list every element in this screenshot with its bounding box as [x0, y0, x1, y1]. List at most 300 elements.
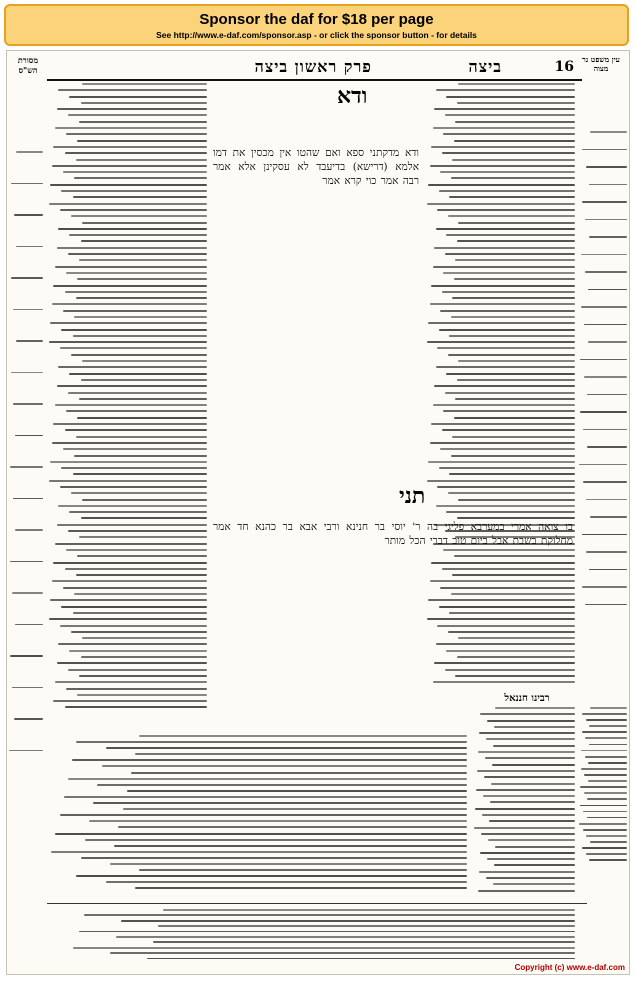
text-line [588, 341, 627, 343]
text-line [68, 253, 207, 255]
text-line [428, 184, 575, 186]
text-line [16, 246, 43, 248]
text-line [53, 700, 207, 702]
text-line [580, 411, 627, 413]
text-line [590, 707, 627, 709]
text-line [68, 778, 467, 780]
text-line [72, 759, 467, 761]
text-line [585, 219, 627, 221]
text-line [74, 316, 207, 318]
left-margin-references [9, 151, 43, 911]
text-line [446, 373, 575, 375]
text-line [431, 423, 575, 425]
text-line [73, 947, 575, 949]
text-line [589, 725, 627, 727]
text-line [457, 379, 576, 381]
text-line [50, 184, 207, 186]
text-line [85, 839, 467, 841]
text-line [16, 151, 43, 153]
text-line [439, 190, 576, 192]
text-line [69, 650, 207, 652]
text-line [584, 792, 627, 794]
text-line [590, 131, 627, 133]
text-line [81, 379, 207, 381]
text-line [110, 863, 467, 865]
text-line [588, 289, 627, 291]
text-line [493, 883, 575, 885]
left-margin-text [9, 151, 43, 911]
text-line [147, 958, 575, 960]
text-line [123, 808, 467, 810]
text-line [65, 706, 207, 708]
text-line [77, 278, 207, 280]
text-line [12, 592, 43, 594]
text-line [454, 417, 576, 419]
text-line [49, 203, 207, 205]
text-line [587, 817, 627, 819]
text-line [436, 228, 576, 230]
text-line [495, 707, 575, 709]
text-line [582, 201, 627, 203]
text-line [50, 461, 207, 463]
text-line [449, 196, 575, 198]
text-line [448, 354, 576, 356]
text-line [49, 618, 207, 620]
text-line [71, 215, 207, 217]
rabbeinu-text [473, 707, 575, 897]
text-line [583, 829, 627, 831]
text-line [77, 694, 207, 696]
text-line [584, 774, 627, 776]
text-line [79, 398, 207, 400]
text-line [71, 354, 207, 356]
tosafot-column [47, 83, 207, 723]
text-line [586, 719, 627, 721]
text-line [585, 756, 627, 758]
text-line [479, 732, 575, 734]
text-line [81, 857, 467, 859]
text-line [485, 757, 575, 759]
text-line [446, 234, 575, 236]
text-line [66, 410, 207, 412]
text-line [476, 789, 575, 791]
text-line [114, 845, 467, 847]
text-line [73, 612, 207, 614]
text-line [14, 214, 43, 216]
text-line [51, 851, 467, 853]
text-line [11, 183, 43, 185]
text-line [58, 228, 207, 230]
text-line [11, 372, 43, 374]
text-line [68, 392, 207, 394]
text-line [97, 784, 467, 786]
text-line [63, 587, 207, 589]
copyright-notice[interactable]: Copyright (c) www.e-daf.com [514, 963, 625, 972]
text-line [53, 285, 207, 287]
text-line [437, 486, 575, 488]
text-line [49, 341, 207, 343]
text-line [63, 310, 207, 312]
text-line [475, 808, 575, 810]
text-line [452, 297, 575, 299]
text-line [77, 555, 207, 557]
text-line [81, 656, 207, 658]
text-line [445, 392, 576, 394]
text-line [89, 820, 467, 822]
text-line [589, 569, 627, 571]
text-line [440, 310, 575, 312]
right-margin-lower-text [579, 707, 627, 897]
text-line [110, 952, 575, 954]
text-line [69, 511, 207, 513]
text-line [584, 324, 627, 326]
text-line [455, 398, 575, 400]
text-line [427, 341, 576, 343]
text-line [581, 306, 627, 308]
text-line [66, 133, 207, 135]
text-line [493, 745, 575, 747]
banner-subtitle: See http://www.e-daf.com/sponsor.asp - or click the sponsor button - for details [156, 30, 477, 40]
text-line [57, 247, 207, 249]
text-line [14, 718, 43, 720]
gemara-middle-word: תני [399, 483, 426, 509]
text-line [455, 259, 575, 261]
text-line [442, 152, 576, 154]
text-line [65, 152, 207, 154]
text-line [52, 165, 207, 167]
text-line [437, 209, 575, 211]
text-line [106, 881, 467, 883]
text-line [76, 297, 207, 299]
text-line [68, 530, 207, 532]
text-line [433, 266, 576, 268]
text-line [76, 875, 467, 877]
text-line [492, 764, 575, 766]
text-line [15, 529, 43, 531]
text-line [76, 436, 207, 438]
text-line [61, 190, 207, 192]
text-line [63, 448, 207, 450]
text-line [494, 726, 575, 728]
text-line [77, 417, 207, 419]
text-line [10, 466, 43, 468]
text-line [82, 222, 207, 224]
text-line [580, 786, 627, 788]
text-line [589, 859, 627, 861]
text-line [458, 83, 575, 85]
text-line [60, 486, 207, 488]
text-line [480, 713, 575, 715]
text-line [458, 360, 575, 362]
text-line [436, 505, 576, 507]
text-line [583, 811, 627, 813]
text-line [454, 140, 576, 142]
text-line [82, 83, 207, 85]
text-line [58, 89, 207, 91]
text-line [488, 839, 575, 841]
text-line [76, 159, 207, 161]
text-line [580, 359, 627, 361]
text-line [68, 114, 207, 116]
text-line [81, 517, 207, 519]
text-line [139, 735, 467, 737]
text-line [428, 461, 575, 463]
text-line [442, 429, 576, 431]
text-line [585, 604, 627, 606]
text-line [487, 858, 575, 860]
tosafot-text [47, 83, 207, 723]
text-line [586, 835, 627, 837]
text-line [61, 329, 207, 331]
text-line [439, 329, 576, 331]
text-line [81, 240, 207, 242]
text-line [586, 499, 627, 501]
text-line [430, 303, 576, 305]
text-line [153, 941, 575, 943]
text-line [60, 625, 207, 627]
text-line [58, 643, 207, 645]
text-line [13, 403, 43, 405]
text-line [65, 568, 207, 570]
text-line [74, 177, 207, 179]
text-line [61, 606, 207, 608]
lower-commentary [47, 735, 467, 897]
text-line [131, 772, 467, 774]
text-line [49, 480, 207, 482]
text-line [127, 790, 467, 792]
text-line [16, 340, 43, 342]
text-line [139, 869, 467, 871]
page-number: 16 [554, 59, 574, 75]
text-line [430, 442, 576, 444]
text-line [446, 96, 575, 98]
text-line [66, 688, 207, 690]
right-margin-text [579, 131, 627, 691]
text-line [479, 871, 575, 873]
right-margin-references [579, 131, 627, 691]
text-line [65, 429, 207, 431]
text-line [487, 720, 575, 722]
text-line [440, 448, 575, 450]
text-line [66, 549, 207, 551]
text-line [55, 127, 207, 129]
text-line [433, 404, 576, 406]
text-line [484, 776, 575, 778]
text-line [586, 551, 627, 553]
text-line [58, 366, 207, 368]
text-line [442, 291, 576, 293]
text-line [443, 272, 575, 274]
text-line [57, 385, 207, 387]
gemara-column [213, 147, 419, 527]
text-line [57, 108, 207, 110]
text-line [69, 96, 207, 98]
text-line [57, 662, 207, 664]
text-line [451, 455, 576, 457]
text-line [581, 254, 627, 256]
text-line [55, 833, 467, 835]
text-line [73, 196, 207, 198]
text-line [76, 741, 467, 743]
text-line [84, 914, 575, 916]
text-line [53, 146, 207, 148]
text-line [449, 473, 575, 475]
text-line [486, 877, 575, 879]
text-line [440, 171, 575, 173]
text-line [586, 853, 627, 855]
text-line [434, 247, 575, 249]
text-line [583, 481, 627, 483]
text-line [65, 291, 207, 293]
text-line [455, 121, 575, 123]
text-line [582, 847, 627, 849]
text-line [443, 410, 575, 412]
text-line [50, 599, 207, 601]
text-line [458, 222, 575, 224]
text-line [483, 795, 575, 797]
text-line [590, 516, 627, 518]
text-line [589, 184, 627, 186]
text-line [586, 166, 627, 168]
text-line [589, 744, 627, 746]
gemara-opening-word: ודא [337, 83, 368, 109]
text-line [582, 149, 627, 151]
text-line [50, 322, 207, 324]
sponsor-banner[interactable] [4, 4, 629, 46]
right-margin-lower [579, 707, 627, 897]
text-line [583, 429, 627, 431]
text-line [428, 322, 575, 324]
text-line [491, 783, 575, 785]
lower-commentary-text [47, 735, 467, 897]
text-line [449, 335, 575, 337]
text-line [445, 114, 576, 116]
text-line [60, 347, 207, 349]
text-line [580, 805, 627, 807]
rabbeinu-chananel-heading: רבינו חננאל [504, 693, 550, 704]
text-line [587, 446, 627, 448]
text-line [445, 253, 576, 255]
text-line [52, 303, 207, 305]
text-line [69, 234, 207, 236]
text-line [121, 920, 575, 922]
text-line [66, 272, 207, 274]
text-line [82, 360, 207, 362]
text-line [135, 887, 467, 889]
text-line [63, 171, 207, 173]
text-line [55, 266, 207, 268]
text-line [76, 574, 207, 576]
ein-mishpat-heading: עין משפט נר מצוה [582, 55, 620, 73]
text-line [451, 316, 576, 318]
text-line [79, 121, 207, 123]
gemara-column-lower [213, 521, 573, 681]
text-line [434, 108, 575, 110]
text-line [79, 675, 207, 677]
text-line [433, 681, 576, 683]
text-line [13, 309, 43, 311]
text-line [69, 373, 207, 375]
text-line [74, 455, 207, 457]
text-line [582, 731, 627, 733]
text-line [163, 909, 575, 911]
text-line [431, 146, 575, 148]
text-line [10, 561, 43, 563]
gemara-paragraph-1: ודא מדקתני ספא ואם שהטו אין מכסין את דמו אלמא (דרישא) בדיעבד לא עסקינן אלא אמר רבה אמר כוי קרא אמר [213, 147, 419, 187]
text-line [478, 890, 575, 892]
text-line [579, 464, 627, 466]
text-line [457, 240, 576, 242]
text-line [71, 492, 207, 494]
text-line [436, 366, 576, 368]
perek-name: פרק ראשון ביצה [254, 57, 372, 76]
text-line [590, 841, 627, 843]
text-line [73, 473, 207, 475]
text-line [52, 442, 207, 444]
text-line [587, 394, 627, 396]
text-line [82, 637, 207, 639]
text-line [55, 681, 207, 683]
text-line [79, 931, 575, 933]
tractate-name: ביצה [468, 57, 502, 76]
text-line [61, 467, 207, 469]
text-line [77, 140, 207, 142]
rabbeinu-chananel-column [473, 707, 575, 897]
text-line [82, 499, 207, 501]
banner-title: Sponsor the daf for $18 per page [199, 11, 434, 28]
text-line [433, 127, 576, 129]
text-line [79, 259, 207, 261]
text-line [495, 846, 575, 848]
text-line [486, 738, 575, 740]
text-line [478, 751, 575, 753]
text-line [57, 524, 207, 526]
gemara-paragraph-2: בו צואה אמרי במערבא פליגי בה ר' יוסי בר חנינא ורבי אבא בר כהנא חד אמר מחלוקת בשבת אבל ביום טוב דברי הכל מותר [213, 521, 573, 547]
text-line [430, 165, 576, 167]
text-line [437, 347, 575, 349]
text-line [457, 517, 576, 519]
text-line [58, 505, 207, 507]
footer-divider [47, 903, 587, 904]
text-line [431, 285, 575, 287]
text-line [587, 798, 627, 800]
text-line [64, 796, 467, 798]
text-line [474, 827, 575, 829]
text-line [135, 753, 467, 755]
text-line [53, 423, 207, 425]
text-line [118, 826, 467, 828]
text-line [52, 580, 207, 582]
text-line [448, 492, 576, 494]
talmud-page [6, 50, 630, 975]
text-line [581, 750, 627, 752]
text-line [11, 277, 43, 279]
text-line [589, 236, 627, 238]
text-line [55, 404, 207, 406]
text-line [454, 278, 576, 280]
text-line [12, 687, 43, 689]
text-line [434, 385, 575, 387]
page-header [47, 57, 582, 81]
text-line [481, 833, 575, 835]
text-line [482, 814, 575, 816]
text-line [15, 435, 43, 437]
text-line [427, 480, 576, 482]
text-line [79, 536, 207, 538]
glosses-text [47, 909, 575, 967]
text-line [81, 102, 207, 104]
text-line [55, 543, 207, 545]
